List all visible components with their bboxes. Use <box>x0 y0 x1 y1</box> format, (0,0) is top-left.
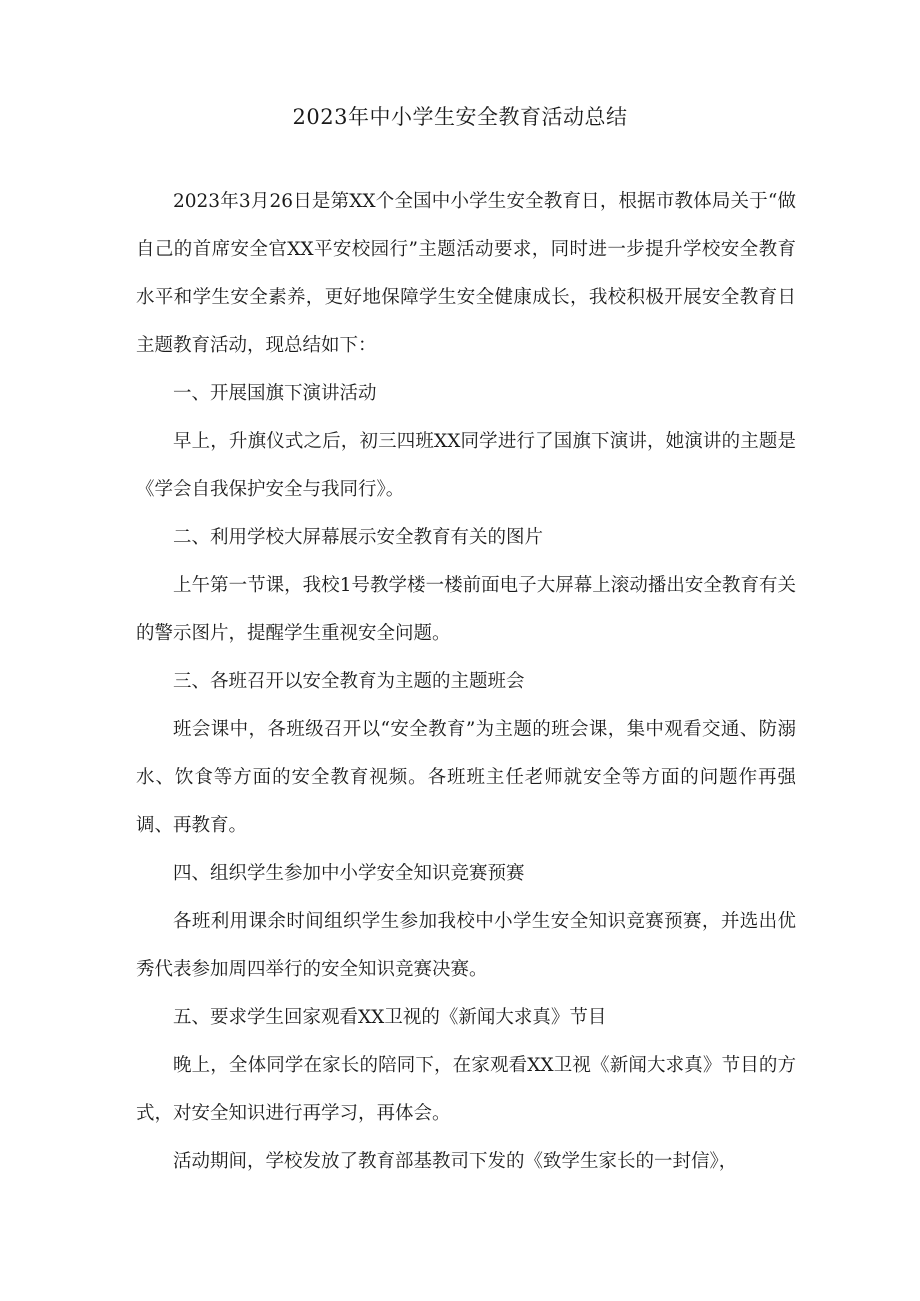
intro-paragraph: 2023年3月26日是第XX个全国中小学生安全教育日，根据市教体局关于“做自己的首席安全官XX平安校园行”主题活动要求，同时进一步提升学校安全教育水平和学生安全素养，更好地保障学生安全健康成长，我校积极开展安全教育日主题教育活动，现总结如下： <box>136 191 796 356</box>
closing-paragraph: 活动期间，学校发放了教育部基教司下发的《致学生家长的一封信》， <box>173 1151 738 1172</box>
section-heading-4: 四、组织学生参加中小学安全知识竞赛预赛 <box>173 863 525 884</box>
section-5-paragraph: 晚上，全体同学在家长的陪同下，在家观看XX卫视《新闻大求真》节目的方式，对安全知识进行再学习，再体会。 <box>136 1055 796 1124</box>
section-4-paragraph: 各班利用课余时间组织学生参加我校中小学生安全知识竞赛预赛，并选出优秀代表参加周四举行的安全知识竞赛决赛。 <box>136 911 796 980</box>
document-body <box>136 178 796 1186</box>
section-heading-5: 五、要求学生回家观看XX卫视的《新闻大求真》节目 <box>173 1007 607 1028</box>
section-heading-3: 三、各班召开以安全教育为主题的主题班会 <box>173 671 525 692</box>
section-3-paragraph: 班会课中，各班级召开以“安全教育”为主题的班会课，集中观看交通、防溺水、饮食等方面的安全教育视频。各班班主任老师就安全等方面的问题作再强调、再教育。 <box>136 719 796 836</box>
section-heading-1: 一、开展国旗下演讲活动 <box>173 383 377 404</box>
section-2-paragraph: 上午第一节课，我校1号教学楼一楼前面电子大屏幕上滚动播出安全教育有关的警示图片，提醒学生重视安全问题。 <box>136 575 796 644</box>
section-1-paragraph: 早上，升旗仪式之后，初三四班XX同学进行了国旗下演讲，她演讲的主题是《学会自我保护安全与我同行》。 <box>136 431 796 500</box>
document-title: 2023年中小学生安全教育活动总结 <box>292 105 628 129</box>
section-heading-2: 二、利用学校大屏幕展示安全教育有关的图片 <box>173 527 544 548</box>
